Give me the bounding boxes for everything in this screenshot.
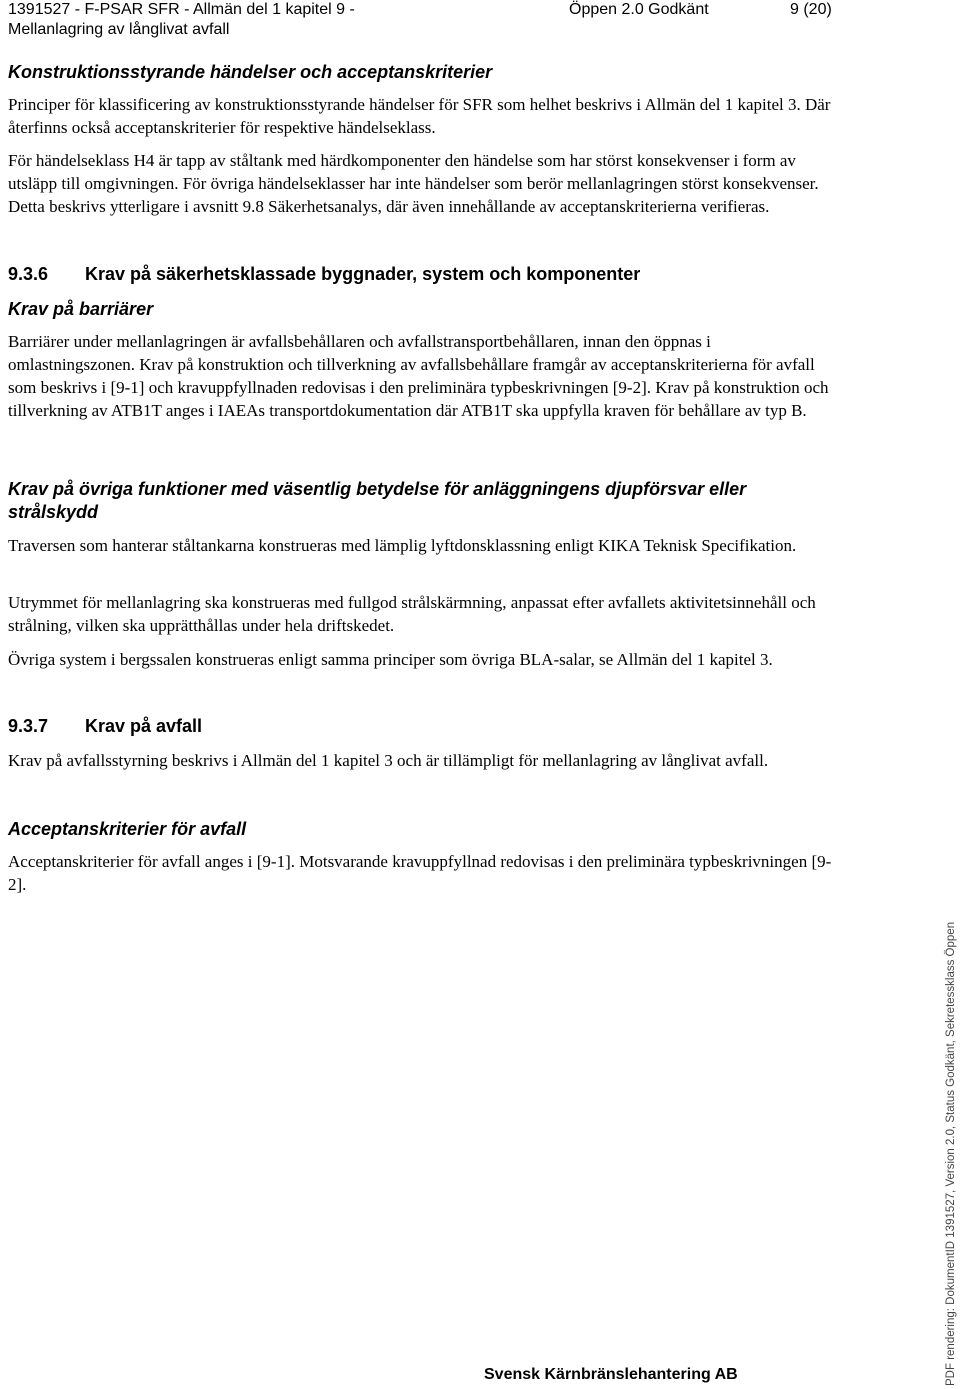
paragraph-traversen: Traversen som hanterar ståltankarna konstrueras med lämplig lyftdonsklassning enligt KIKA Teknisk Specifikation. [8, 536, 797, 555]
paragraph-barriarer: Barriärer under mellanlagringen är avfallsbehållaren och avfallstransportbehållaren, innan den öppnas i omlastningszonen. Krav på konstruktion och tillverkning av avfallsbehållare framgår av acceptanskriterierna för avfall som beskrivs i [9-1] och kravuppfyllnaden redovisas i den preliminära typbeskrivningen [9-2]. Krav på konstruktion och tillverkning av ATB1T anges i IAEAs transportdokumentation där ATB1T ska uppfylla kraven för behållare av typ B. [8, 332, 829, 420]
paragraph-acceptanskriterier: Acceptanskriterier för avfall anges i [9-1]. Motsvarande kravuppfyllnad redovisas i den preliminära typbeskrivningen [9-2]. [8, 852, 832, 894]
heading-acceptanskriterier: Acceptanskriterier för avfall [8, 819, 247, 839]
paragraph-ovriga-system: Övriga system i bergssalen konstrueras enligt samma principer som övriga BLA-salar, se Allmän del 1 kapitel 3. [8, 650, 773, 669]
section-9-3-7-number: 9.3.7 [8, 716, 49, 736]
heading-ovriga-funktioner: Krav på övriga funktioner med väsentlig betydelse för anläggningens djupförsvar eller strålskydd [8, 479, 747, 522]
heading-krav-pa-barriarer: Krav på barriärer [8, 299, 154, 319]
paragraph-utrymmet: Utrymmet för mellanlagring ska konstrueras med fullgod strålskärmning, anpassat efter avfallets aktivitetsinnehåll och strålning, vilken ska upprätthållas under hela driftskedet. [8, 593, 816, 635]
footer-side-rendering-note: PDF rendering: DokumentID 1391527, Version 2.0, Status Godkänt, Sekretessklass Öppen [945, 921, 957, 1386]
paragraph-handelseklass-h4: För händelseklass H4 är tapp av ståltank med härdkomponenter den händelse som har störst konsekvenser i form av utsläpp till omgivningen. För övriga händelseklasser har inte händelser som berör mellanlagringen störst konsekvenser. Detta beskrivs ytterligare i avsnitt 9.8 Säkerhetsanalys, där även innehållande av acceptanskriterierna verifieras. [8, 151, 819, 216]
paragraph-principer: Principer för klassificering av konstruktionsstyrande händelser för SFR som helhet beskrivs i Allmän del 1 kapitel 3. Där återfinns också acceptanskriterier för respektive händelseklass. [8, 95, 831, 137]
heading-konstruktionsstyrande: Konstruktionsstyrande händelser och acceptanskriterier [8, 62, 493, 82]
section-9-3-6-title: Krav på säkerhetsklassade byggnader, system och komponenter [85, 264, 641, 284]
section-9-3-7-title: Krav på avfall [85, 716, 203, 736]
footer-company: Svensk Kärnbränslehantering AB [484, 1366, 738, 1383]
document-status: Öppen 2.0 Godkänt [569, 1, 709, 18]
document-title-line1: 1391527 - F-PSAR SFR - Allmän del 1 kapitel 9 - [8, 1, 355, 18]
document-title [8, 0, 355, 40]
page-number: 9 (20) [790, 1, 832, 18]
section-9-3-6-number: 9.3.6 [8, 264, 49, 284]
paragraph-avfallsstyrning: Krav på avfallsstyrning beskrivs i Allmän del 1 kapitel 3 och är tillämpligt för mellanlagring av långlivat avfall. [8, 751, 769, 770]
document-title-line2: Mellanlagring av långlivat avfall [8, 21, 230, 38]
